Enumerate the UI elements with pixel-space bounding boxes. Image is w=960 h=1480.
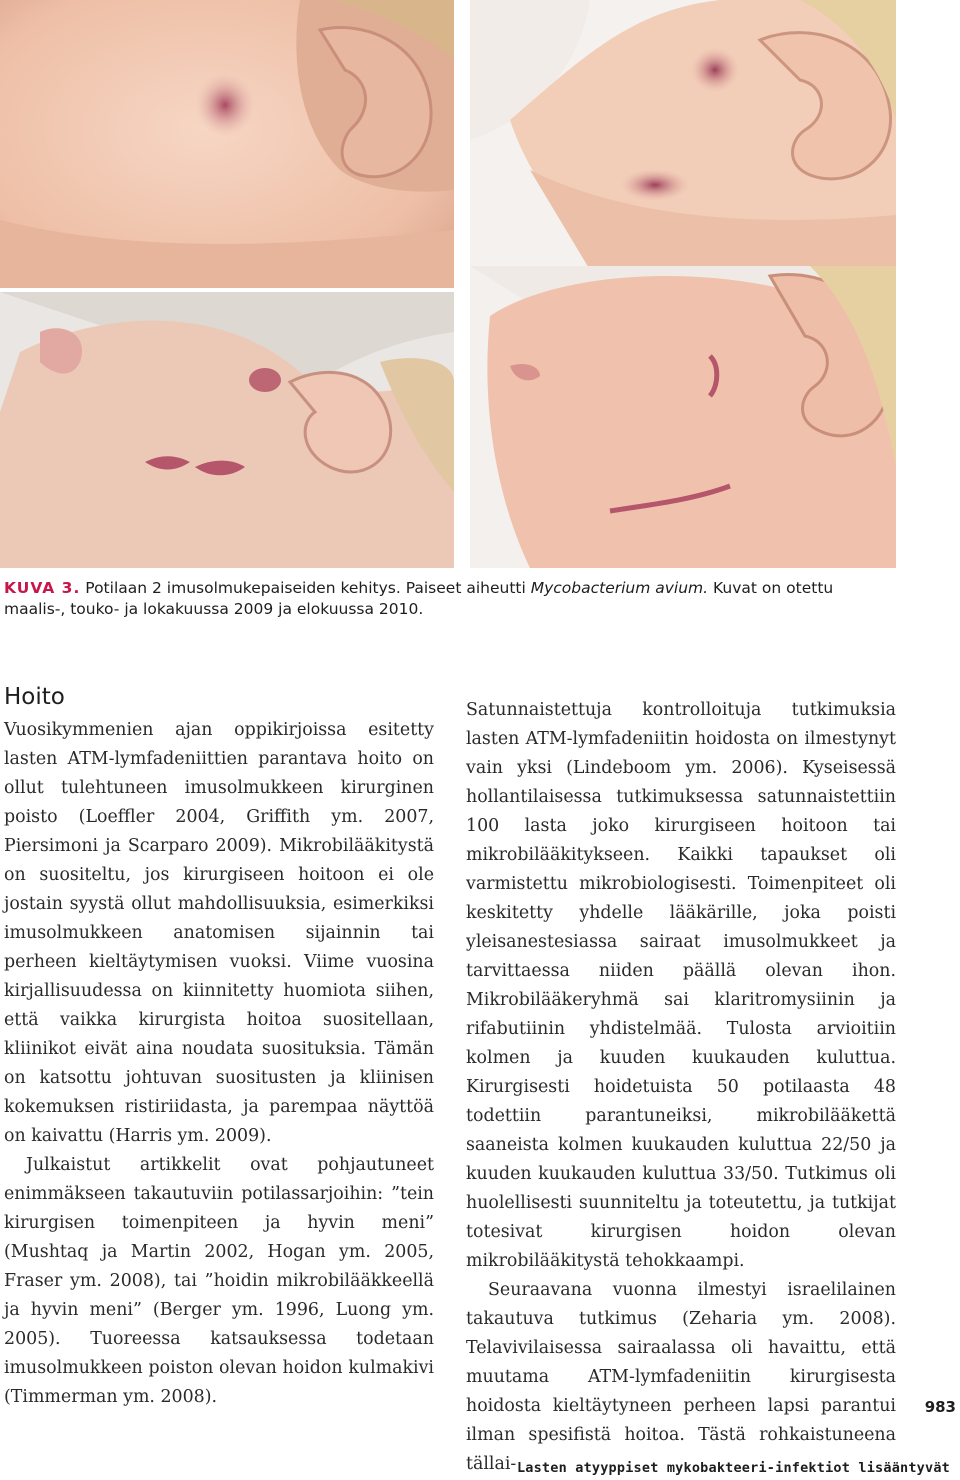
running-footer: Lasten atyyppiset mykobakteeri-infektiot lisääntyvät (516, 1460, 950, 1476)
photo-october-2009 (0, 292, 454, 568)
figure-label: KUVA 3. (4, 579, 81, 597)
section-heading: Hoito (4, 684, 65, 710)
caption-organism: Mycobacterium avium. (530, 579, 709, 597)
paragraph: Vuosikymmenien ajan oppikirjoissa esitetty lasten ATM-lymfadeniittien parantava hoito on ollut tulehtuneen imusolmukkeen kirurginen poisto (Loeffler 2004, Griffith ym. 2007, Piersimoni ja Scarparo 2009). Mikrobilääkitystä on suositeltu, jos kirurgiseen hoitoon ei ole jostain syystä ollut mahdollisuuksia, esimerkiksi imusolmukkeen anatomisen sijainnin tai perheen kieltäytymisen vuoksi. Viime vuosina kirjallisuudessa on kiinnitetty huomiota siihen, että vaikka kirurgista hoitoa suositellaan, kliinikot eivät aina noudata suosituksia. Tämän on katsottu johtuvan suositusten ja kliinisen kokemuksen ristiriidasta, ja parempaa näyttöä on kaivattu (Harris ym. 2009). (4, 720, 434, 1146)
paragraph: Satunnaistettuja kontrolloituja tutkimuksia lasten ATM-lymfadeniitin hoidosta on ilmestynyt vain yksi (Lindeboom ym. 2006). Kyseisessä hollantilaisessa tutkimuksessa satunnaistettiin 100 lasta joko kirurgiseen hoitoon tai mikrobilääkitykseen. Kaikki tapaukset oli varmistettu mikrobiologisesti. Toimenpiteet oli keskitetty yhdelle lääkärille, joka poisti yleisanestesiassa sairaat imusolmukkeet ja tarvittaessa niiden päällä olevan ihon. Mikrobilääkeryhmä sai klaritromysiinin ja rifabutiinin yhdistelmää. Tulosta arvioitiin kolmen ja kuuden kuukauden kuluttua. Kirurgisesti hoidetuista 50 potilaasta 48 todettiin parantuneiksi, mikrobilääkettä saaneista kolmen kuukauden kuluttua 22/50 ja kuuden kuukauden kuluttua 33/50. Tutkimus oli huolellisesti suunniteltu ja toteutettu, ja tutkijat totesivat kirurgisen hoidon olevan mikrobilääkitystä tehokkaampi. (466, 700, 896, 1271)
photo-may-2009-image (470, 0, 896, 270)
page-number: 983 (924, 1398, 956, 1416)
article-column-left (4, 680, 434, 1412)
paragraph: Julkaistut artikkelit ovat pohjautuneet enimmäkseen takautuviin potilassarjoihin: ”tein kirurgisen toimenpiteen ja hyvin meni” (Mushtaq ja Martin 2002, Hogan ym. 2005, Fraser ym. 2008), tai ”hoidin mikrobilääkkeellä ja hyvin meni” (Berger ym. 1996, Luong ym. 2005). Tuoreessa katsauksessa todetaan imusolmukkeen poiston olevan hoidon kulmakivi (Timmerman ym. 2008). (4, 1155, 434, 1407)
caption-text: Potilaan 2 imusolmukepaiseiden kehitys. Paiseet aiheutti (85, 579, 531, 597)
photo-march-2009-image (0, 0, 454, 288)
photo-march-2009 (0, 0, 454, 288)
paragraph: Seuraavana vuonna ilmestyi israelilainen takautuva tutkimus (Zeharia ym. 2008). Telavivilaisessa sairaalassa oli havaittu, että muutama ATM-lymfadeniitin kirurgisesta hoidosta kieltäytyneen perheen lapsi parantui ilman spesifistä hoitoa. Tästä rohkaistuneena tällai- (466, 1280, 896, 1474)
photo-august-2010-image (470, 266, 896, 568)
caption-text-end: Kuvat on otettu maalis-, touko- ja lokakuussa 2009 ja elokuussa 2010. (4, 579, 834, 618)
photo-august-2010 (470, 266, 896, 568)
figure-caption (4, 578, 896, 620)
article-column-right (466, 696, 896, 1479)
photo-may-2009 (470, 0, 896, 270)
photo-october-2009-image (0, 292, 454, 568)
